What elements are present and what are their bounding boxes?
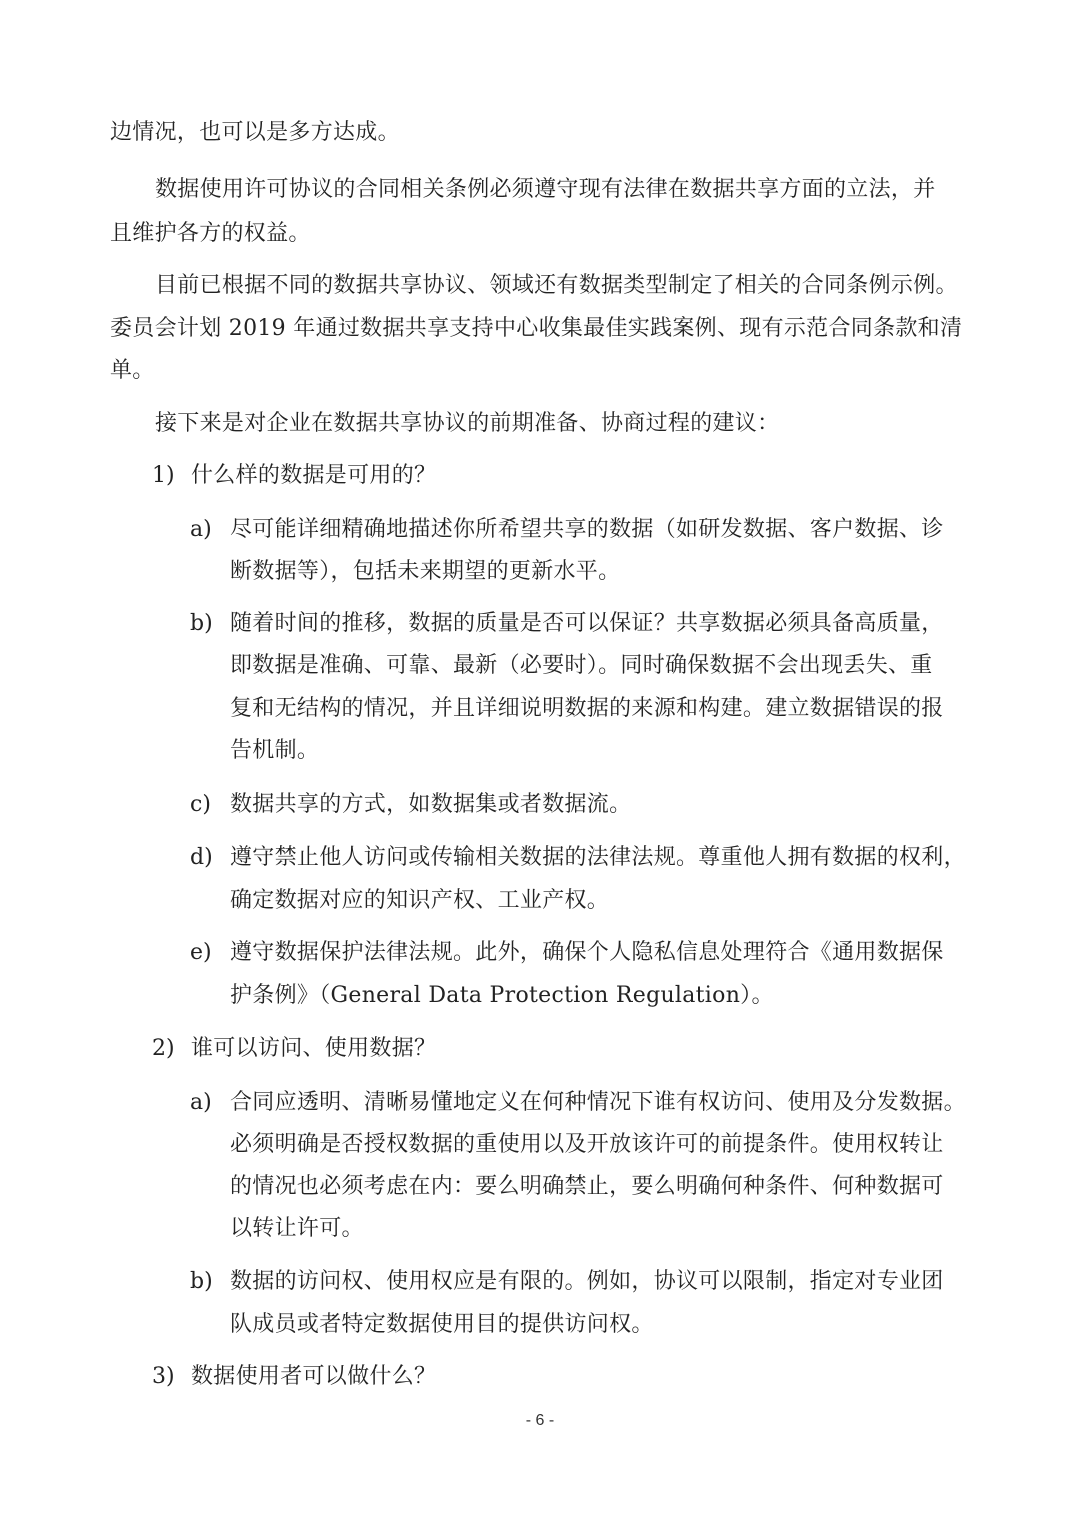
item-marker: a)	[190, 1090, 212, 1115]
page-number: - 6 -	[525, 1412, 555, 1429]
paragraph-line: 且维护各方的权益。	[110, 221, 311, 246]
paragraph-line: 单。	[110, 358, 155, 383]
item-line: 确定数据对应的知识产权、工业产权。	[230, 888, 610, 913]
item-line: 必须明确是否授权数据的重使用以及开放该许可的前提条件。使用权转让	[230, 1132, 944, 1157]
item-line: 以转让许可。	[230, 1216, 364, 1241]
item-marker: b)	[190, 1269, 213, 1294]
paragraph-line: 接下来是对企业在数据共享协议的前期准备、协商过程的建议：	[155, 411, 780, 436]
item-line: 随着时间的推移，数据的质量是否可以保证？共享数据必须具备高质量，	[230, 611, 944, 636]
item-line: 尽可能详细精确地描述你所希望共享的数据（如研发数据、客户数据、诊	[230, 517, 944, 542]
item-line: 的情况也必须考虑在内：要么明确禁止，要么明确何种条件、何种数据可	[230, 1174, 944, 1199]
item-marker: c)	[190, 792, 211, 817]
section-marker: 2)	[152, 1036, 175, 1061]
item-line: 遵守数据保护法律法规。此外，确保个人隐私信息处理符合《通用数据保	[230, 940, 944, 965]
item-marker: e)	[190, 940, 212, 965]
item-line: 即数据是准确、可靠、最新（必要时）。同时确保数据不会出现丢失、重	[230, 653, 933, 678]
item-marker: d)	[190, 845, 213, 870]
item-line: 断数据等），包括未来期望的更新水平。	[230, 559, 621, 584]
item-line: 合同应透明、清晰易懂地定义在何种情况下谁有权访问、使用及分发数据。	[230, 1090, 966, 1115]
item-marker: b)	[190, 611, 213, 636]
section-title: 数据使用者可以做什么？	[191, 1364, 437, 1389]
item-line: 队成员或者特定数据使用目的提供访问权。	[230, 1312, 654, 1337]
paragraph-line: 委员会计划 2019 年通过数据共享支持中心收集最佳实践案例、现有示范合同条款和清	[110, 316, 963, 341]
paragraph-line: 边情况，也可以是多方达成。	[110, 120, 400, 145]
item-line: 复和无结构的情况，并且详细说明数据的来源和构建。建立数据错误的报	[230, 696, 944, 721]
paragraph-line: 目前已根据不同的数据共享协议、领域还有数据类型制定了相关的合同条例示例。	[155, 273, 958, 298]
item-marker: a)	[190, 517, 212, 542]
item-line: 数据共享的方式，如数据集或者数据流。	[230, 792, 632, 817]
item-line: 告机制。	[230, 738, 320, 763]
item-line: 护条例》（General Data Protection Regulation）。	[230, 983, 774, 1008]
section-marker: 1)	[152, 463, 175, 488]
section-title: 什么样的数据是可用的？	[191, 463, 437, 488]
item-line: 遵守禁止他人访问或传输相关数据的法律法规。尊重他人拥有数据的权利，	[230, 845, 966, 870]
paragraph-line: 数据使用许可协议的合同相关条例必须遵守现有法律在数据共享方面的立法，并	[155, 177, 936, 202]
item-line: 数据的访问权、使用权应是有限的。例如，协议可以限制，指定对专业团	[230, 1269, 944, 1294]
section-title: 谁可以访问、使用数据？	[191, 1036, 437, 1061]
section-marker: 3)	[152, 1364, 175, 1389]
